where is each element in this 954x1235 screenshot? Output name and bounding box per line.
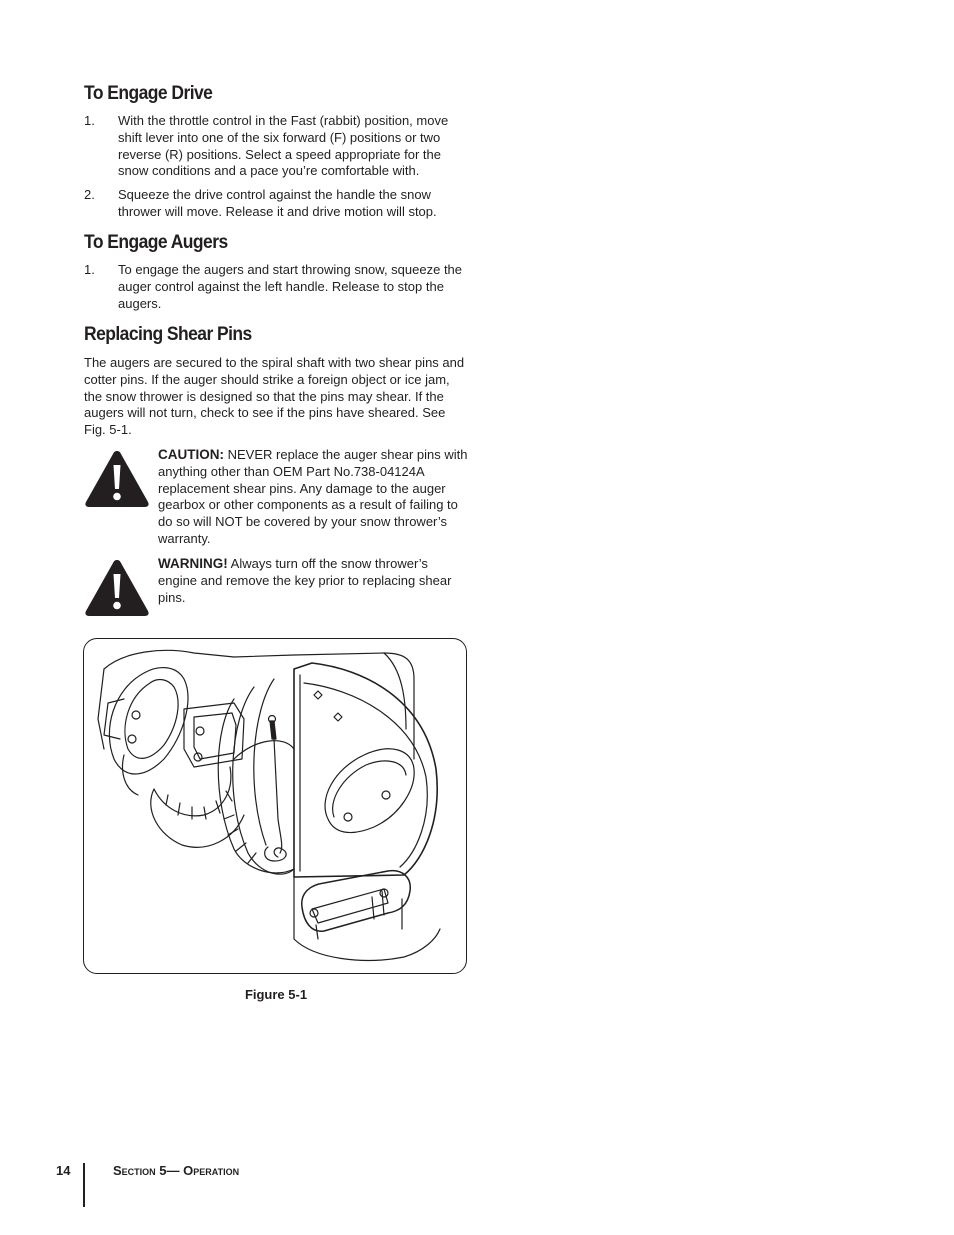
heading-engage-augers: To Engage Augers [84, 232, 228, 253]
page-number: 14 [56, 1163, 71, 1178]
warning-triangle-icon [84, 449, 150, 509]
steps-engage-drive [84, 113, 468, 221]
figure-caption: Figure 5-1 [244, 987, 308, 1002]
heading-engage-drive: To Engage Drive [84, 83, 213, 104]
warning-triangle-icon [84, 558, 150, 618]
caution-label: CAUTION: [158, 447, 224, 462]
footer-divider [83, 1163, 85, 1207]
list-item: 2. Squeeze the drive control against the handle the snow thrower will move. Release it and drive motion will stop. [84, 187, 437, 219]
heading-shear-pins: Replacing Shear Pins [84, 324, 252, 345]
warning-text: WARNING! Always turn off the snow thrower’s engine and remove the key prior to replacing shear pins. [158, 556, 452, 605]
section-engage-drive [84, 83, 468, 221]
footer-section-label: Section 5— Operation [113, 1163, 240, 1178]
steps-engage-augers [84, 262, 468, 312]
warning-label: WARNING! [158, 556, 228, 571]
caution-text: CAUTION: NEVER replace the auger shear pins with anything other than OEM Part No.738-04124A replacement shear pins. Any damage to the auger gearbox or other components as a result of failing to do so will NOT be covered by your snow thrower’s warranty. [158, 447, 468, 546]
figure-5-1 [83, 638, 467, 974]
list-item: 1. With the throttle control in the Fast (rabbit) position, move shift lever into one of the six forward (F) positions or two reverse (R) positions. Select a speed appropriate for the snow conditions and a pace you’re comfortable with. [84, 113, 449, 179]
auger-illustration [84, 639, 466, 973]
section-shear-pins [84, 324, 468, 439]
shear-pins-paragraph: The augers are secured to the spiral shaft with two shear pins and cotter pins. If the auger should strike a foreign object or ice jam, the snow thrower is designed so that the pins may shear. If the augers will not turn, check to see if the pins have sheared. See Fig. 5-1. [84, 355, 465, 438]
section-engage-augers [84, 232, 468, 312]
list-item: 1. To engage the augers and start throwing snow, squeeze the auger control against the left handle. Release to stop the augers. [84, 262, 463, 311]
